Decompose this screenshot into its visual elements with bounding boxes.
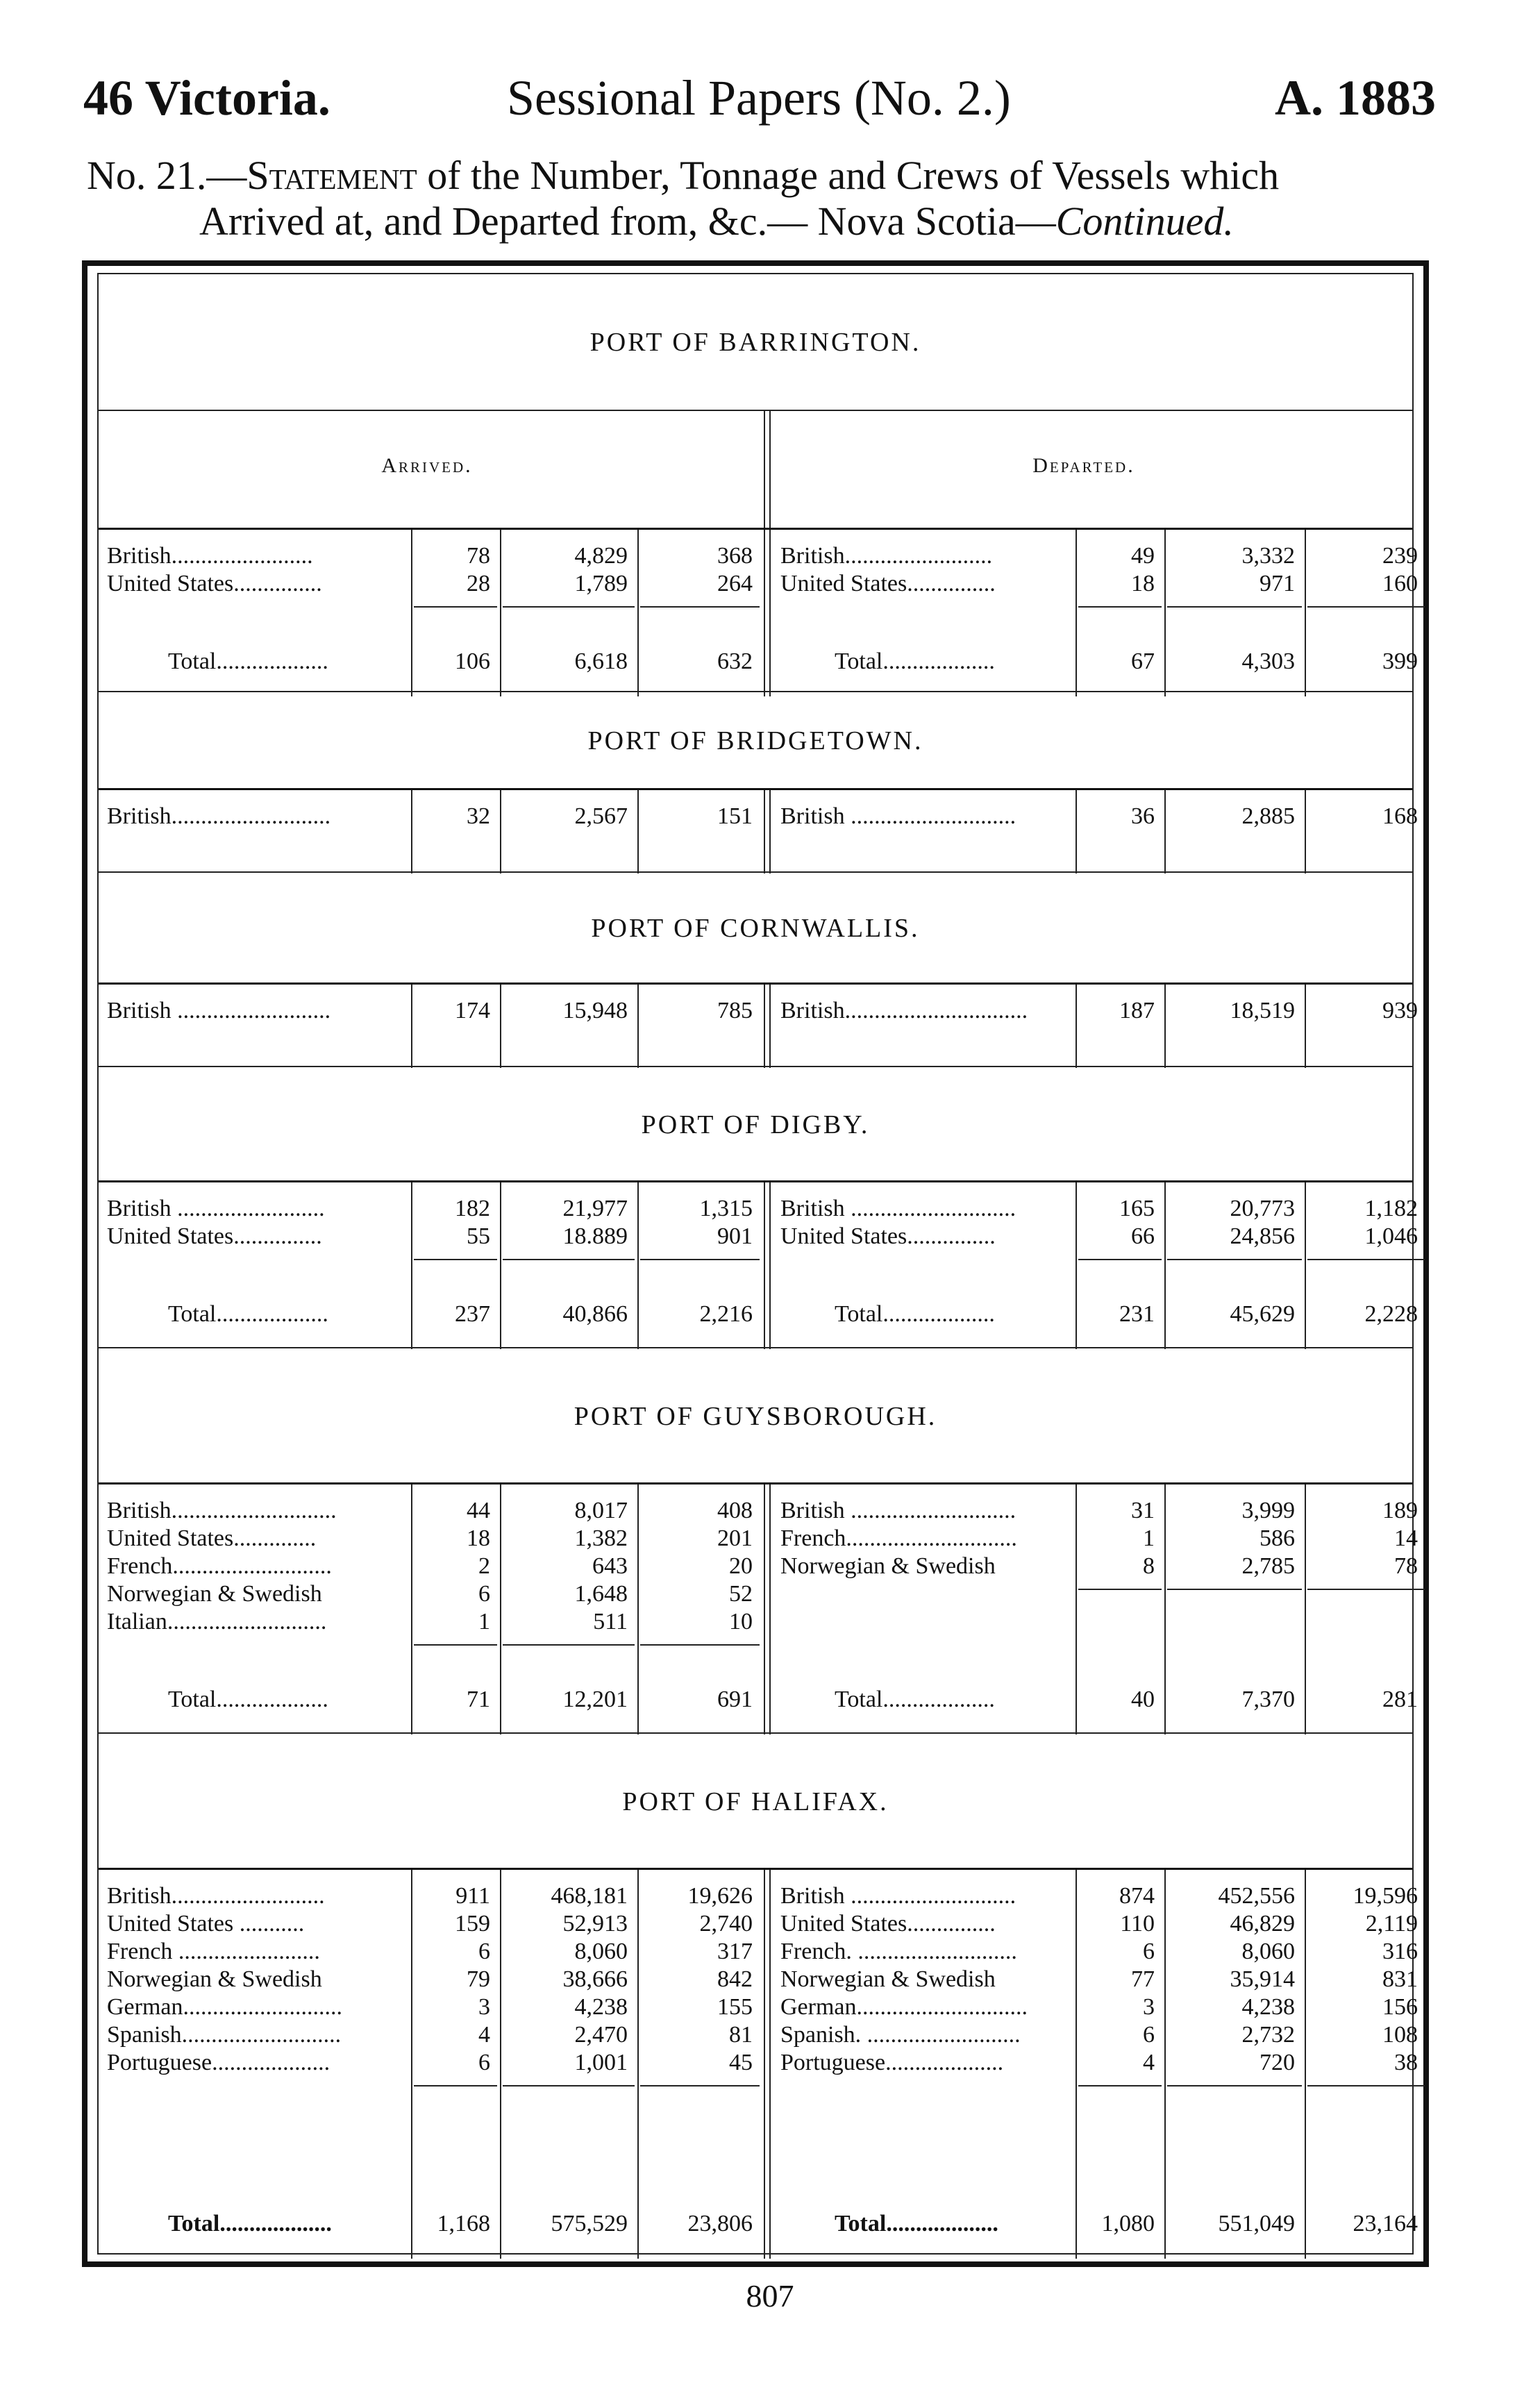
total-tonnage: 40,866 (562, 1301, 628, 1327)
tonnage-value: 2,470 (574, 2022, 628, 2048)
total-tonnage: 551,049 (1218, 2211, 1295, 2236)
arrived-side (99, 530, 762, 696)
total-vessels: 106 (455, 649, 490, 674)
total-vessels: 1,080 (1101, 2211, 1155, 2236)
total-vessels: 237 (455, 1301, 490, 1327)
row-label: United States.............. (107, 1525, 317, 1551)
row-label: British ............................ (780, 1498, 1016, 1523)
crews-value: 368 (717, 543, 753, 569)
tonnage-value: 18.889 (562, 1223, 628, 1249)
header-papers: Sessional Papers (No. 2.) (507, 70, 1011, 126)
crews-value: 939 (1382, 998, 1418, 1023)
total-label: Total................... (835, 1687, 995, 1712)
center-double-rule (764, 530, 771, 696)
table-row (99, 1966, 762, 1993)
total-rule (503, 2085, 635, 2086)
row-label: German............................. (780, 1994, 1028, 2020)
vessels-value: 18 (1131, 571, 1155, 596)
table-row (99, 1882, 762, 1910)
table-row (99, 803, 762, 830)
crews-value: 1,182 (1364, 1196, 1418, 1221)
crews-value: 38 (1394, 2050, 1418, 2075)
vessels-value: 182 (455, 1196, 490, 1221)
port-title: PORT OF CORNWALLIS. (591, 914, 920, 943)
total-rule (1167, 606, 1302, 608)
total-rule (1078, 606, 1162, 608)
row-label: French........................... (107, 1553, 332, 1579)
total-rule (414, 606, 497, 608)
tonnage-value: 2,732 (1241, 2022, 1295, 2048)
table-row (99, 2049, 762, 2077)
crews-value: 1,315 (699, 1196, 753, 1221)
center-double-rule (764, 985, 771, 1068)
total-row (99, 1300, 762, 1328)
vessels-value: 77 (1131, 1966, 1155, 1992)
title-line2: Arrived at, and Departed from, &c.— Nova Scotia— (199, 199, 1056, 244)
port-data-block (99, 788, 1418, 873)
total-rule (503, 606, 635, 608)
table-row (99, 1580, 762, 1608)
tonnage-value: 8,060 (574, 1939, 628, 1964)
tonnage-value: 643 (592, 1553, 628, 1579)
crews-value: 156 (1382, 1994, 1418, 2020)
tonnage-value: 20,773 (1230, 1196, 1295, 1221)
arrived-side (99, 1870, 762, 2259)
total-crews: 399 (1382, 649, 1418, 674)
table-row (772, 570, 1428, 598)
vessels-value: 31 (1131, 1498, 1155, 1523)
vessels-value: 6 (478, 2050, 490, 2075)
title-smallcaps: Statement (246, 153, 417, 198)
row-label: Spanish. .......................... (780, 2022, 1021, 2048)
table-row (772, 1553, 1428, 1580)
crews-value: 52 (729, 1581, 753, 1607)
tonnage-value: 8,017 (574, 1498, 628, 1523)
tonnage-value: 35,914 (1230, 1966, 1295, 1992)
column-headings (99, 410, 1412, 529)
total-row (99, 648, 762, 676)
row-label: British ............................ (780, 1883, 1016, 1909)
table-frame (82, 260, 1429, 2267)
table-row (772, 1195, 1428, 1223)
vessels-value: 6 (478, 1581, 490, 1607)
total-rule (1167, 1589, 1302, 1590)
total-rule (414, 1644, 497, 1646)
arrived-side (99, 1182, 762, 1349)
total-tonnage: 7,370 (1241, 1687, 1295, 1712)
table-row (772, 1910, 1428, 1938)
tonnage-value: 21,977 (562, 1196, 628, 1221)
total-rule (1307, 606, 1425, 608)
vessels-value: 174 (455, 998, 490, 1023)
crews-value: 10 (729, 1609, 753, 1634)
departed-side (772, 1870, 1428, 2259)
total-crews: 281 (1382, 1687, 1418, 1712)
arrived-side (99, 790, 762, 873)
title-prefix: No. 21.— (87, 153, 247, 198)
total-label: Total................... (835, 2211, 998, 2236)
row-label: British ......................... (107, 1196, 325, 1221)
table-row (772, 1497, 1428, 1525)
tonnage-value: 971 (1259, 571, 1295, 596)
tonnage-value: 4,238 (1241, 1994, 1295, 2020)
total-rule (1078, 1589, 1162, 1590)
table-row (99, 1223, 762, 1251)
tonnage-value: 2,785 (1241, 1553, 1295, 1579)
table-row (772, 1938, 1428, 1966)
port-section (99, 274, 1412, 410)
table-row (99, 1525, 762, 1553)
total-rule (1307, 1259, 1425, 1260)
center-double-rule (764, 1182, 771, 1349)
vessels-value: 165 (1119, 1196, 1155, 1221)
departed-heading: Departed. (1032, 454, 1135, 477)
port-data-block (99, 1482, 1418, 1734)
row-label: French ........................ (107, 1939, 320, 1964)
crews-value: 317 (717, 1939, 753, 1964)
tonnage-value: 8,060 (1241, 1939, 1295, 1964)
crews-value: 239 (1382, 543, 1418, 569)
crews-value: 201 (717, 1525, 753, 1551)
vessels-value: 911 (455, 1883, 490, 1909)
row-label: French............................. (780, 1525, 1017, 1551)
vessels-value: 18 (467, 1525, 490, 1551)
vessels-value: 55 (467, 1223, 490, 1249)
crews-value: 151 (717, 803, 753, 829)
row-label: British........................ (107, 543, 313, 569)
port-data-block (99, 1868, 1418, 2259)
table-row (772, 1223, 1428, 1251)
total-row (99, 1686, 762, 1714)
tonnage-value: 46,829 (1230, 1911, 1295, 1937)
crews-value: 408 (717, 1498, 753, 1523)
row-label: Portuguese.................... (780, 2050, 1004, 2075)
tonnage-value: 52,913 (562, 1911, 628, 1937)
row-label: French. ........................... (780, 1939, 1017, 1964)
port-title: PORT OF BARRINGTON. (589, 327, 921, 357)
table-row (99, 542, 762, 570)
total-vessels: 40 (1131, 1687, 1155, 1712)
total-crews: 632 (717, 649, 753, 674)
row-label: British .......................... (107, 998, 331, 1023)
row-label: United States ........... (107, 1911, 305, 1937)
table-row (99, 1993, 762, 2021)
departed-side (772, 530, 1428, 696)
crews-value: 2,740 (699, 1911, 753, 1937)
table-row (99, 1608, 762, 1636)
row-label: Norwegian & Swedish (107, 1581, 322, 1607)
crews-value: 81 (729, 2022, 753, 2048)
vessels-value: 79 (467, 1966, 490, 1992)
total-label: Total................... (168, 2211, 332, 2236)
row-label: British ............................ (780, 1196, 1016, 1221)
total-row (772, 1300, 1428, 1328)
row-label: Italian........................... (107, 1609, 327, 1634)
total-row (99, 2210, 762, 2238)
table-row (99, 997, 762, 1025)
crews-value: 264 (717, 571, 753, 596)
row-label: United States............... (107, 571, 322, 596)
row-label: Spanish........................... (107, 2022, 342, 2048)
crews-value: 160 (1382, 571, 1418, 596)
total-label: Total................... (168, 1687, 328, 1712)
vessels-value: 3 (1143, 1994, 1155, 2020)
page-number: 807 (746, 2278, 794, 2314)
total-tonnage: 6,618 (574, 649, 628, 674)
row-label: German........................... (107, 1994, 343, 2020)
header-session: 46 Victoria. (83, 70, 330, 126)
vessels-value: 1 (1143, 1525, 1155, 1551)
crews-value: 842 (717, 1966, 753, 1992)
vessels-value: 36 (1131, 803, 1155, 829)
crews-value: 14 (1394, 1525, 1418, 1551)
vessels-value: 2 (478, 1553, 490, 1579)
total-label: Total................... (168, 649, 328, 674)
row-label: Norwegian & Swedish (780, 1966, 996, 1992)
total-crews: 691 (717, 1687, 753, 1712)
table-row (99, 1910, 762, 1938)
vessels-value: 874 (1119, 1883, 1155, 1909)
total-rule (640, 606, 760, 608)
total-tonnage: 4,303 (1241, 649, 1295, 674)
vessels-value: 3 (478, 1994, 490, 2020)
port-title: PORT OF BRIDGETOWN. (587, 726, 923, 755)
table-row (772, 1993, 1428, 2021)
vessels-value: 159 (455, 1911, 490, 1937)
port-title: PORT OF DIGBY. (641, 1110, 870, 1139)
total-crews: 23,806 (687, 2211, 753, 2236)
port-section (99, 1066, 1412, 1182)
row-label: British............................ (107, 1498, 337, 1523)
vessels-value: 66 (1131, 1223, 1155, 1249)
tonnage-value: 452,556 (1218, 1883, 1295, 1909)
crews-value: 189 (1382, 1498, 1418, 1523)
row-label: Norwegian & Swedish (107, 1966, 322, 1992)
table-row (772, 2049, 1428, 2077)
table-row (772, 2021, 1428, 2049)
total-row (772, 648, 1428, 676)
row-label: United States............... (107, 1223, 322, 1249)
vessels-value: 44 (467, 1498, 490, 1523)
total-vessels: 231 (1119, 1301, 1155, 1327)
total-rule (640, 1644, 760, 1646)
crews-value: 19,596 (1353, 1883, 1418, 1909)
tonnage-value: 468,181 (551, 1883, 628, 1909)
crews-value: 1,046 (1364, 1223, 1418, 1249)
total-rule (1307, 2085, 1425, 2086)
total-rule (503, 1644, 635, 1646)
vessels-value: 6 (478, 1939, 490, 1964)
crews-value: 45 (729, 2050, 753, 2075)
table-row (772, 997, 1428, 1025)
vessels-value: 1 (478, 1609, 490, 1634)
total-vessels: 71 (467, 1687, 490, 1712)
center-double-rule (764, 1484, 771, 1734)
tonnage-value: 4,238 (574, 1994, 628, 2020)
row-label: United States............... (780, 1223, 996, 1249)
vessels-value: 4 (1143, 2050, 1155, 2075)
arrived-side (99, 1484, 762, 1734)
table-row (99, 1497, 762, 1525)
center-double-rule (764, 790, 771, 873)
port-title: PORT OF GUYSBOROUGH. (574, 1401, 937, 1431)
crews-value: 108 (1382, 2022, 1418, 2048)
crews-value: 155 (717, 1994, 753, 2020)
tonnage-value: 3,999 (1241, 1498, 1295, 1523)
total-crews: 23,164 (1353, 2211, 1418, 2236)
tonnage-value: 1,789 (574, 571, 628, 596)
total-row (772, 1686, 1428, 1714)
tonnage-value: 2,885 (1241, 803, 1295, 829)
row-label: United States............... (780, 1911, 996, 1937)
crews-value: 19,626 (687, 1883, 753, 1909)
title-line1: of the Number, Tonnage and Crews of Vessels which (417, 153, 1280, 198)
center-double-rule (764, 411, 771, 529)
total-tonnage: 12,201 (562, 1687, 628, 1712)
total-rule (414, 1259, 497, 1260)
tonnage-value: 720 (1259, 2050, 1295, 2075)
tonnage-value: 1,648 (574, 1581, 628, 1607)
vessels-value: 49 (1131, 543, 1155, 569)
row-label: British ............................ (780, 803, 1016, 829)
vessels-value: 4 (478, 2022, 490, 2048)
crews-value: 78 (1394, 1553, 1418, 1579)
total-crews: 2,228 (1364, 1301, 1418, 1327)
tonnage-value: 2,567 (574, 803, 628, 829)
tonnage-value: 15,948 (562, 998, 628, 1023)
row-label: British............................... (780, 998, 1028, 1023)
vessels-value: 187 (1119, 998, 1155, 1023)
table-row (99, 1553, 762, 1580)
total-rule (1307, 1589, 1425, 1590)
vessels-value: 8 (1143, 1553, 1155, 1579)
table-row (99, 570, 762, 598)
total-rule (1078, 1259, 1162, 1260)
row-label: United States............... (780, 571, 996, 596)
crews-value: 316 (1382, 1939, 1418, 1964)
departed-side (772, 790, 1428, 873)
total-vessels: 1,168 (437, 2211, 490, 2236)
arrived-side (99, 985, 762, 1068)
vessels-value: 78 (467, 543, 490, 569)
port-data-block (99, 982, 1418, 1068)
table-row (99, 1195, 762, 1223)
arrived-heading: Arrived. (381, 454, 473, 477)
row-label: Norwegian & Swedish (780, 1553, 996, 1579)
port-title: PORT OF HALIFAX. (622, 1787, 889, 1816)
tonnage-value: 511 (593, 1609, 628, 1634)
crews-value: 901 (717, 1223, 753, 1249)
row-label: British......................... (780, 543, 993, 569)
crews-value: 2,119 (1365, 1911, 1418, 1937)
tonnage-value: 4,829 (574, 543, 628, 569)
table-row (99, 1938, 762, 1966)
total-rule (1078, 2085, 1162, 2086)
total-label: Total................... (835, 649, 995, 674)
tonnage-value: 1,001 (574, 2050, 628, 2075)
vessels-value: 6 (1143, 2022, 1155, 2048)
total-rule (640, 1259, 760, 1260)
departed-side (772, 1182, 1428, 1349)
departed-side (772, 985, 1428, 1068)
title-continued: Continued. (1055, 199, 1234, 244)
total-rule (414, 2085, 497, 2086)
total-rule (640, 2085, 760, 2086)
total-rule (1167, 1259, 1302, 1260)
tonnage-value: 24,856 (1230, 1223, 1295, 1249)
total-tonnage: 575,529 (551, 2211, 628, 2236)
vessels-value: 6 (1143, 1939, 1155, 1964)
port-data-block (99, 1180, 1418, 1349)
port-section (99, 691, 1412, 789)
statement-title (87, 153, 1468, 244)
total-vessels: 67 (1131, 649, 1155, 674)
total-label: Total................... (835, 1301, 995, 1327)
table-row (772, 1882, 1428, 1910)
port-section (99, 1347, 1412, 1484)
total-tonnage: 45,629 (1230, 1301, 1295, 1327)
row-label: British.......................... (107, 1883, 325, 1909)
total-row (772, 2210, 1428, 2238)
port-section (99, 1732, 1412, 1869)
center-double-rule (764, 1870, 771, 2259)
port-section (99, 871, 1412, 984)
header-year: A. 1883 (1275, 70, 1436, 126)
departed-side (772, 1484, 1428, 1734)
total-crews: 2,216 (699, 1301, 753, 1327)
total-rule (503, 1259, 635, 1260)
vessels-value: 110 (1120, 1911, 1155, 1937)
crews-value: 20 (729, 1553, 753, 1579)
table-row (772, 542, 1428, 570)
total-rule (1167, 2085, 1302, 2086)
tonnage-value: 18,519 (1230, 998, 1295, 1023)
row-label: Portuguese.................... (107, 2050, 330, 2075)
vessels-value: 28 (467, 571, 490, 596)
row-label: British........................... (107, 803, 331, 829)
tonnage-value: 3,332 (1241, 543, 1295, 569)
tonnage-value: 586 (1259, 1525, 1295, 1551)
crews-value: 168 (1382, 803, 1418, 829)
total-label: Total................... (168, 1301, 328, 1327)
table-row (772, 1525, 1428, 1553)
vessels-value: 32 (467, 803, 490, 829)
crews-value: 785 (717, 998, 753, 1023)
tonnage-value: 38,666 (562, 1966, 628, 1992)
table-row (772, 803, 1428, 830)
crews-value: 831 (1382, 1966, 1418, 1992)
statement-table (97, 273, 1418, 2255)
table-row (772, 1966, 1428, 1993)
tonnage-value: 1,382 (574, 1525, 628, 1551)
table-row (99, 2021, 762, 2049)
port-data-block (99, 528, 1418, 696)
